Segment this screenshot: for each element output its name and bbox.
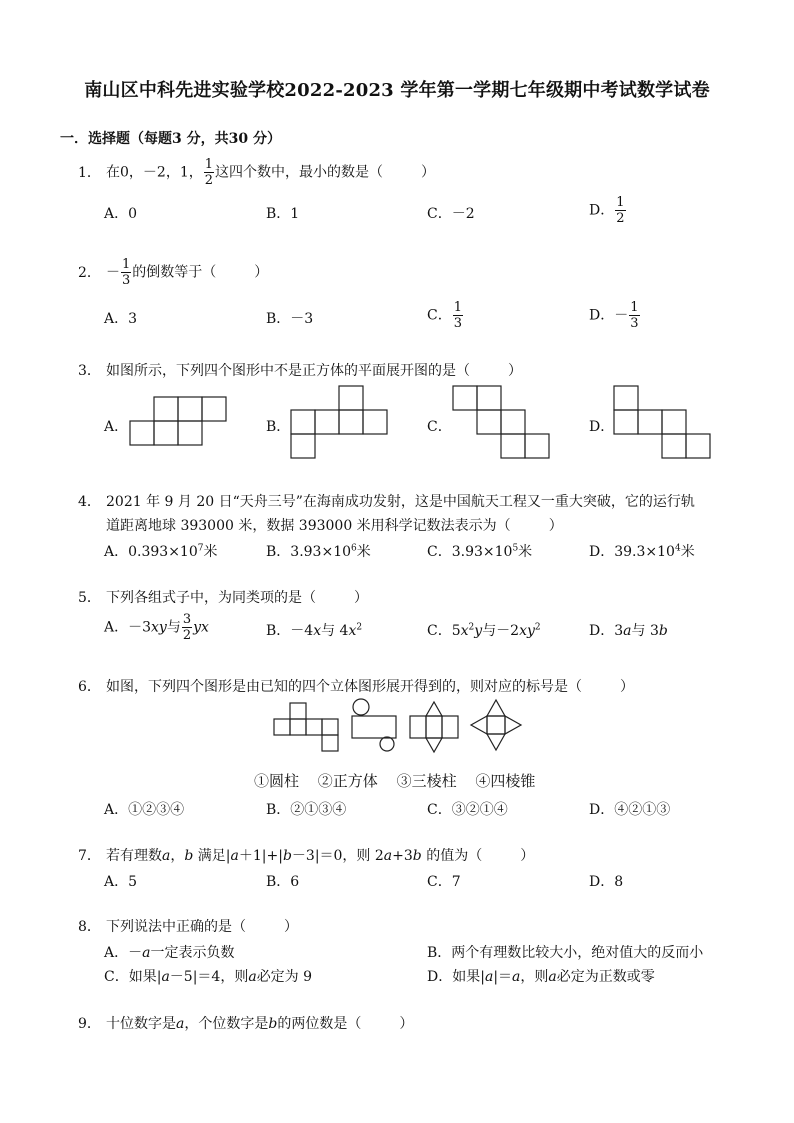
net-d-figure xyxy=(614,386,710,458)
option-d[interactable]: D．④②①③ xyxy=(589,802,671,818)
option-b[interactable]: B．1 xyxy=(266,206,300,222)
options-q5 xyxy=(104,612,744,644)
question-text: 如图，下列四个图形是由已知的四个立体图形展开得到的，则对应的标号是（ xyxy=(106,679,582,695)
question-number: 4． xyxy=(78,494,101,510)
option-d[interactable]: D． $\frac{1}{2}$ xyxy=(589,195,625,226)
question-8: 8． 下列说法中正确的是（ ） xyxy=(78,916,298,936)
option-a[interactable]: A．0 xyxy=(104,206,138,222)
question-text: 2021 年 9 月 20 日“天舟三号”在海南成功发射，这是中国航天工程又一重大突破，它的运行轨 xyxy=(106,494,695,510)
q6-cube-net xyxy=(274,703,338,751)
option-d[interactable]: D．$39.3\times 10^4$米 xyxy=(589,543,695,560)
question-number: 3． xyxy=(78,363,101,379)
q6-cylinder-net xyxy=(352,699,396,751)
question-4-line-2: 道距离地球 393000 米，数据 393000 米用科学记数法表示为（ ） xyxy=(106,518,563,534)
option-d[interactable]: D．8 xyxy=(589,874,624,890)
option-c[interactable]: C．－2 xyxy=(427,206,475,222)
label-square-pyramid: ④四棱锥 xyxy=(475,772,536,790)
option-c[interactable]: C．③②①④ xyxy=(427,802,508,818)
question-number: 7． xyxy=(78,848,101,864)
options-q4 xyxy=(104,541,744,565)
question-5: 5． 下列各组式子中，为同类项的是（ ） xyxy=(78,587,368,607)
option-a[interactable]: A．5 xyxy=(104,874,138,890)
net-b-figure xyxy=(291,386,387,458)
option-a[interactable]: A．－a一定表示负数 xyxy=(104,945,235,961)
net-a-figure xyxy=(130,397,226,445)
question-number: 5． xyxy=(78,590,101,606)
question-number: 2． xyxy=(78,264,101,281)
section-heading: 一．选择题（每题3 分，共30 分） xyxy=(60,131,281,147)
question-text: 道距离地球 393000 米，数据 393000 米用科学记数法表示为（ xyxy=(106,518,511,534)
fraction: $\frac{1}{3}$ xyxy=(122,257,131,288)
question-1: 1． 在0，－2，1， $\frac{1}{2}$ 这四个数中，最小的数是（ ） xyxy=(78,157,436,188)
question-9: 9． 十位数字是a，个位数字是b的两位数是（ ） xyxy=(78,1013,413,1033)
question-7: 7． 若有理数a，b 满足|a＋1|+|b－3|＝0，则 2a+3b 的值为（ ） xyxy=(78,845,534,865)
question-number: 9． xyxy=(78,1016,101,1032)
option-b[interactable]: B． xyxy=(266,419,291,435)
option-a[interactable]: A．3 xyxy=(104,311,138,327)
option-c[interactable]: C．7 xyxy=(427,874,461,890)
option-c[interactable]: C．$5x^2y$与$-2xy^2$ xyxy=(427,622,541,639)
option-b[interactable]: B．－4x与 $4x^2$ xyxy=(266,622,363,639)
option-a[interactable]: A．①②③④ xyxy=(104,802,185,818)
question-text: 这四个数中，最小的数是（ xyxy=(215,164,384,181)
q6-solid-labels xyxy=(254,770,549,791)
option-d[interactable]: D． xyxy=(589,419,615,435)
question-4-line-1 xyxy=(78,491,695,511)
option-d[interactable]: D．3a与 3b xyxy=(589,623,668,639)
option-c[interactable]: C．如果|a－5|＝4，则a必定为 9 xyxy=(104,969,313,985)
question-number: 1． xyxy=(78,164,101,181)
question-3: 3． 如图所示，下列四个图形中不是正方体的平面展开图的是（ ） xyxy=(78,360,522,380)
option-c[interactable]: C． $\frac{1}{3}$ xyxy=(427,300,462,331)
option-d[interactable]: D．－ $\frac{1}{3}$ xyxy=(589,300,639,331)
exam-title: 南山区中科先进实验学校2022-2023 学年第一学期七年级期中考试数学试卷 xyxy=(84,80,710,101)
option-b[interactable]: B．两个有理数比较大小，绝对值大的反而小 xyxy=(427,945,704,961)
option-b[interactable]: B．②①③④ xyxy=(266,802,347,818)
question-text: 下列说法中正确的是（ xyxy=(106,919,246,935)
fraction: $\frac{1}{2}$ xyxy=(204,157,214,188)
options-q7 xyxy=(104,871,744,895)
option-c[interactable]: C． xyxy=(427,419,452,435)
question-number: 6． xyxy=(78,679,101,695)
question-text: 的倒数等于（ xyxy=(132,264,217,281)
label-cube: ②正方体 xyxy=(317,772,378,790)
option-a[interactable]: A．$0.393\times 10^7$米 xyxy=(104,543,218,560)
net-c-figure xyxy=(453,386,549,458)
option-b[interactable]: B．6 xyxy=(266,874,300,890)
question-number: 8． xyxy=(78,919,101,935)
q6-pyramid-net xyxy=(471,700,521,750)
label-triangular-prism: ③三棱柱 xyxy=(396,772,457,790)
question-text: 在0，－2，1， xyxy=(106,164,203,181)
option-a[interactable]: A．－3xy与 $\frac{3}{2}$ yx xyxy=(104,612,209,643)
label-cylinder: ①圆柱 xyxy=(254,772,300,790)
option-d[interactable]: D．如果|a|＝a，则a必定为正数或零 xyxy=(427,969,655,985)
question-text: 下列各组式子中，为同类项的是（ xyxy=(106,590,316,606)
option-b[interactable]: B．$3.93\times 10^6$米 xyxy=(266,543,371,560)
question-text: 如图所示，下列四个图形中不是正方体的平面展开图的是（ xyxy=(106,363,470,379)
option-b[interactable]: B．－3 xyxy=(266,311,314,327)
question-2: 2． － $\frac{1}{3}$ 的倒数等于（ ） xyxy=(78,257,269,288)
q6-prism-net xyxy=(410,702,458,752)
question-6: 6． 如图，下列四个图形是由已知的四个立体图形展开得到的，则对应的标号是（ ） xyxy=(78,676,634,696)
options-q6 xyxy=(104,799,744,823)
option-c[interactable]: C．$3.93\times 10^5$米 xyxy=(427,543,533,560)
option-a[interactable]: A． xyxy=(104,419,129,435)
